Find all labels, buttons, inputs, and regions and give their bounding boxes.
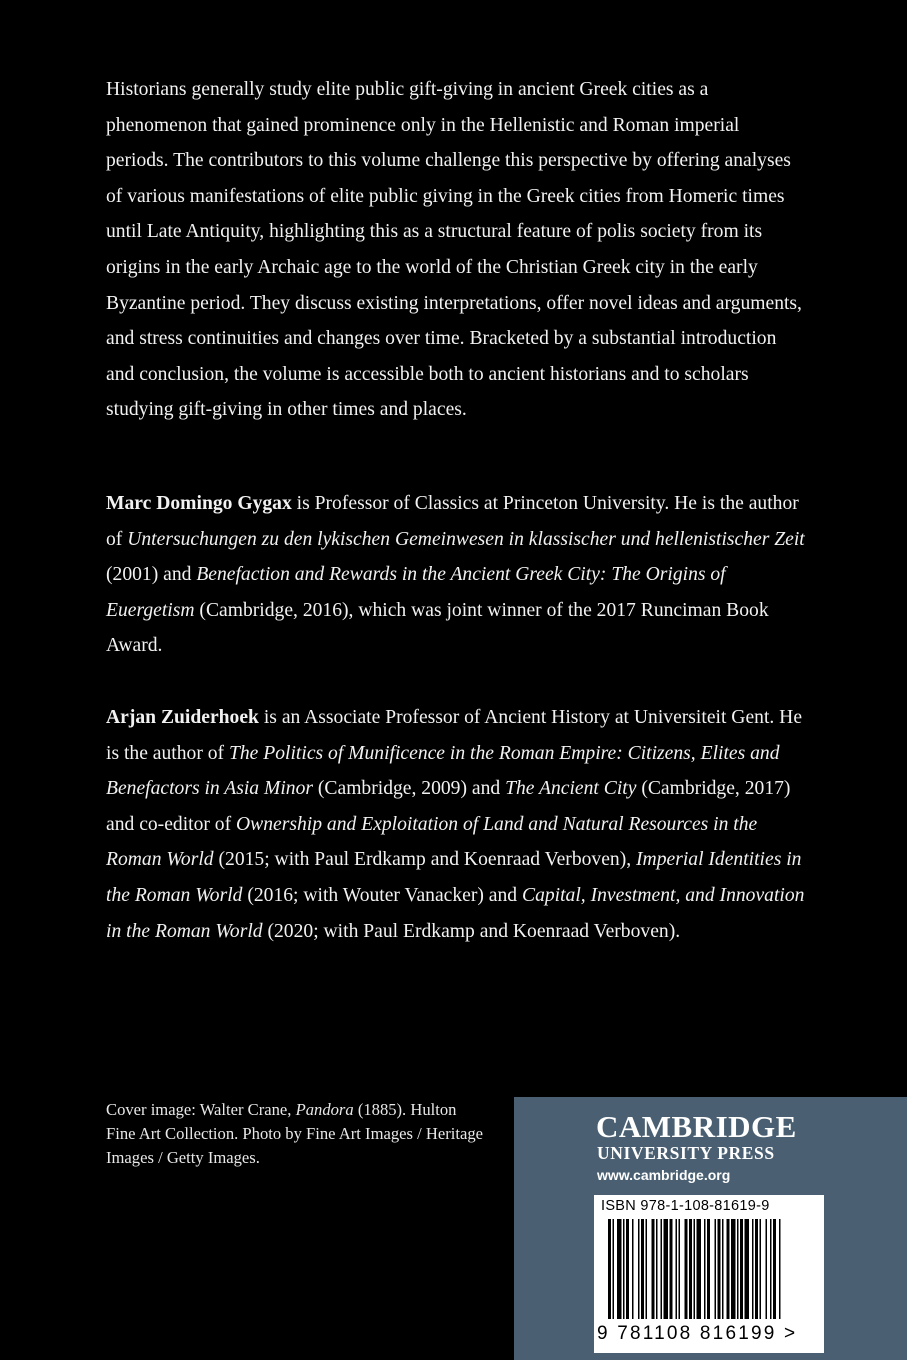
barcode-bar — [613, 1219, 615, 1319]
barcode-bar — [638, 1219, 640, 1319]
barcode-bar — [670, 1219, 673, 1319]
barcode-bar — [755, 1219, 758, 1319]
barcode-bar — [679, 1219, 681, 1319]
book-title: Benefaction and Rewards in the Ancient Greek City: The Origins of Euergetism — [106, 564, 726, 621]
barcode-bar — [715, 1219, 717, 1319]
barcode-bar — [737, 1219, 739, 1319]
barcode-bar — [664, 1219, 669, 1319]
barcode-bar — [727, 1219, 730, 1319]
barcode-bar — [632, 1219, 634, 1319]
book-title: The Politics of Munificence in the Roman Empire: Citizens, Elites and Benefactors in Asia Minor — [106, 742, 780, 800]
cover-image-credit: Cover image: Walter Crane, Pandora (1885). Hulton Fine Art Collection. Photo by Fine Art Images / Heritage Images / Getty Images. — [106, 1100, 483, 1167]
barcode-bar — [718, 1219, 721, 1319]
barcode-icon — [594, 1217, 824, 1323]
barcode-bar — [652, 1219, 655, 1319]
barcode-bar — [646, 1219, 648, 1319]
author-name-gygax: Marc Domingo Gygax — [106, 493, 292, 514]
barcode-bar — [760, 1219, 762, 1319]
barcode-bar — [707, 1219, 710, 1319]
barcode-bar — [617, 1219, 622, 1319]
barcode-digits: 9 781108 816199 > — [597, 1323, 798, 1344]
barcode-bar — [626, 1219, 629, 1319]
artwork-title: Pandora — [295, 1100, 354, 1119]
book-title: Capital, Investment, and Innovation in the Roman World — [106, 884, 805, 942]
barcode-bar — [623, 1219, 625, 1319]
barcode-bar — [731, 1219, 736, 1319]
barcode-bar — [641, 1219, 644, 1319]
barcode-bar — [722, 1219, 724, 1319]
publisher-panel — [514, 1097, 907, 1360]
barcode-bar — [676, 1219, 678, 1319]
barcode-bar — [697, 1219, 702, 1319]
author-bio-zuiderhoek: Arjan Zuiderhoek is an Associate Professor of Ancient History at Universiteit Gent. He is the author of The Politics of Munificence in the Roman Empire: Citizens, Elites and Benefactors in Asia Minor (Cambridge, 2009) and The Ancient City (Cambridge, 2017) and co-editor of Ownership and Exploitation of Land and Natural Resources in the Roman World (2015; with Paul Erdkamp and Koenraad Verboven), Imperial Identities in the Roman World (2016; with Wouter Vanacker) and Capital, Investment, and Innovation in the Roman World (2020; with Paul Erdkamp and Koenraad Verboven). — [106, 707, 805, 942]
isbn-label: ISBN 978-1-108-81619-9 — [601, 1198, 770, 1214]
barcode-bar — [656, 1219, 658, 1319]
barcode-bar — [608, 1219, 611, 1319]
barcode-bar — [752, 1219, 754, 1319]
barcode-bar — [694, 1219, 696, 1319]
barcode-bar — [770, 1219, 772, 1319]
barcode-bar — [704, 1219, 706, 1319]
barcode-bar — [685, 1219, 688, 1319]
barcode-bar — [740, 1219, 743, 1319]
barcode-bar — [779, 1219, 781, 1319]
book-title: Imperial Identities in the Roman World — [106, 849, 802, 906]
publisher-url: www.cambridge.org — [597, 1167, 731, 1183]
author-name-zuiderhoek: Arjan Zuiderhoek — [106, 707, 259, 728]
barcode-bar — [766, 1219, 768, 1319]
publisher-logo-subtitle: UNIVERSITY PRESS — [597, 1143, 775, 1163]
publisher-logo-name: CAMBRIDGE — [596, 1109, 797, 1144]
barcode-bar — [689, 1219, 692, 1319]
barcode-bar — [745, 1219, 750, 1319]
book-title: Ownership and Exploitation of Land and Natural Resources in the Roman World — [106, 813, 758, 871]
book-title: Untersuchungen zu den lykischen Gemeinwesen in klassischer und hellenistischer Zeit — [127, 528, 805, 550]
book-title: The Ancient City — [505, 778, 637, 800]
barcode-bar — [773, 1219, 776, 1319]
barcode-box — [594, 1195, 824, 1353]
author-bio-gygax: Marc Domingo Gygax is Professor of Classics at Princeton University. He is the author of Untersuchungen zu den lykischen Gemeinwesen in klassischer und hellenistischer Zeit (2001) and Benefaction and Rewards in the Ancient Greek City: The Origins of Euergetism (Cambridge, 2016), which was joint winner of the 2017 Runciman Book Award. — [106, 493, 805, 657]
book-description: Historians generally study elite public gift-giving in ancient Greek cities as a phenomenon that gained prominence only in the Hellenistic and Roman imperial periods. The contributors to this volume challenge this perspective by offering analyses of various manifestations of elite public giving in the Greek cities from Homeric times until Late Antiquity, highlighting this as a structural feature of polis society from its origins in the early Archaic age to the world of the Christian Greek city in the early Byzantine period. They discuss existing interpretations, offer novel ideas and arguments, and stress continuities and changes over time. Bracketed by a substantial introduction and conclusion, the volume is accessible both to ancient historians and to scholars studying gift-giving in other times and places. — [106, 79, 802, 421]
barcode-bar — [661, 1219, 663, 1319]
